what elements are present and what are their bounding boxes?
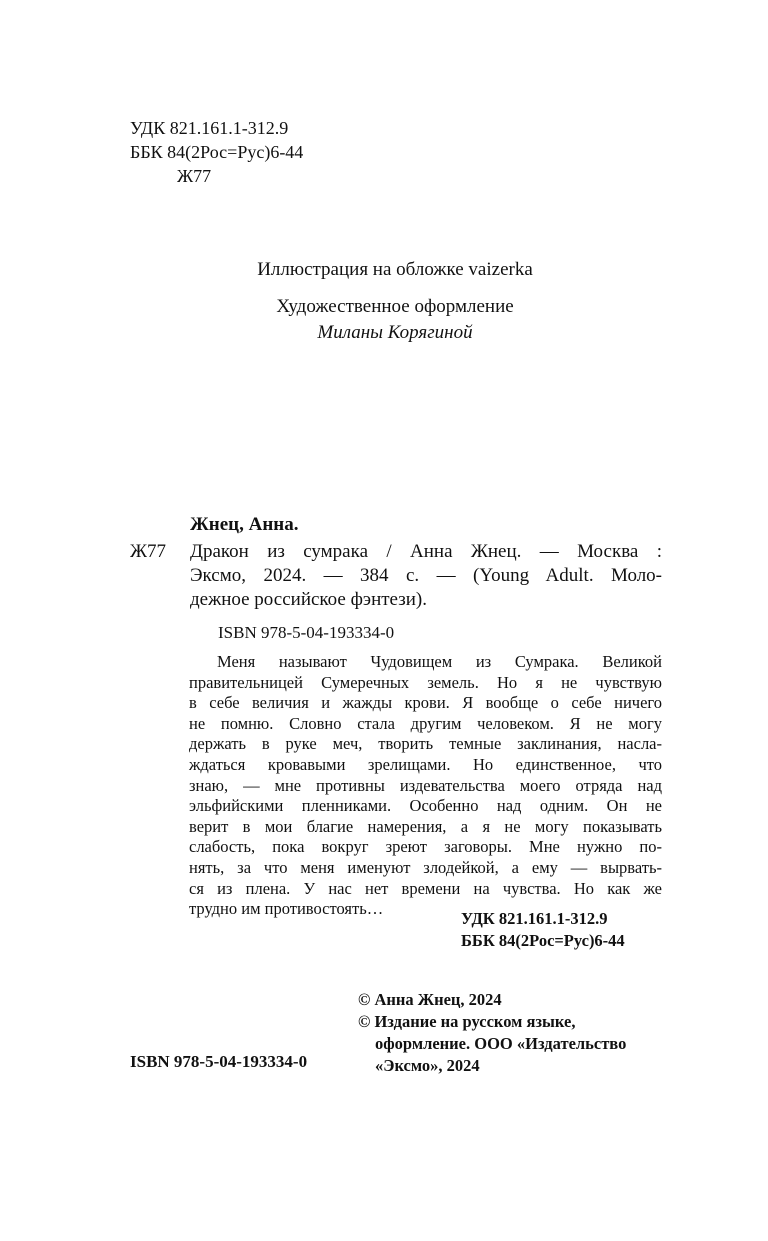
annotation-line: Меня называют Чудовищем из Сумрака. Великой — [217, 652, 662, 671]
cover-illustration-credit: Иллюстрация на обложке vaizerka — [257, 259, 533, 280]
entry-isbn: ISBN 978-5-04-193334-0 — [218, 623, 395, 642]
bibliographic-description — [190, 540, 662, 612]
bbk-code: ББК 84(2Рос=Рус)6-44 — [130, 142, 304, 162]
annotation-line: ся из плена. У нас нет времени на чувства. Но как же — [189, 878, 662, 898]
copyright-edition: © Издание на русском языке, — [358, 1012, 576, 1031]
author-mark: Ж77 — [177, 166, 212, 186]
copyright-edition-cont: оформление. ООО «Издательство — [375, 1034, 627, 1053]
copyright-notice — [358, 989, 626, 1077]
annotation-line: нять, за что меня именуют злодейкой, а ему — вырвать- — [189, 857, 662, 877]
top-classification-codes — [130, 116, 303, 188]
annotation-line: трудно им противостоять… — [189, 899, 384, 919]
udk-code: УДК 821.161.1-312.9 — [130, 118, 289, 138]
annotation-line: не помню. Словно стала другим человеком. Я не могу — [189, 713, 662, 733]
biblio-line: Эксмо, 2024. — 384 с. — (Young Adult. Моло- — [190, 565, 662, 586]
annotation-line: правительницей Сумеречных земель. Но я не чувствую — [189, 672, 662, 692]
bottom-classification-codes — [461, 908, 625, 952]
isbn-bottom: ISBN 978-5-04-193334-0 — [130, 1052, 308, 1071]
annotation-line: в себе величия и жажды крови. Я вообще о себе ничего — [189, 693, 662, 713]
biblio-line: дежное российское фэнтези). — [190, 589, 427, 610]
annotation-line: держать в руке меч, творить темные заклинания, насла- — [189, 734, 662, 754]
annotation-line: эльфийскими пленниками. Особенно над одним. Он не — [189, 796, 662, 816]
author-heading: Жнец, Анна. — [190, 514, 299, 535]
bbk-code-bottom: ББК 84(2Рос=Рус)6-44 — [461, 931, 625, 950]
annotation-line: слабость, пока вокруг зреют заговоры. Мне нужно по- — [189, 837, 662, 857]
copyright-edition-cont: «Эксмо», 2024 — [375, 1056, 480, 1075]
copyright-author: © Анна Жнец, 2024 — [358, 990, 502, 1009]
entry-author-mark: Ж77 — [130, 541, 167, 562]
art-designer-name: Миланы Корягиной — [317, 322, 473, 343]
annotation — [189, 652, 662, 920]
annotation-line: ждаться кровавыми зрелищами. Но единственное, что — [189, 754, 662, 774]
annotation-line: знаю, — мне противны издевательства моего отряда над — [189, 775, 662, 795]
udk-code-bottom: УДК 821.161.1-312.9 — [461, 909, 608, 928]
annotation-line: верит в мои благие намерения, а я не могу показывать — [189, 816, 662, 836]
biblio-line: Дракон из сумрака / Анна Жнец. — Москва : — [190, 541, 662, 562]
art-design-credit: Художественное оформление — [276, 296, 514, 317]
